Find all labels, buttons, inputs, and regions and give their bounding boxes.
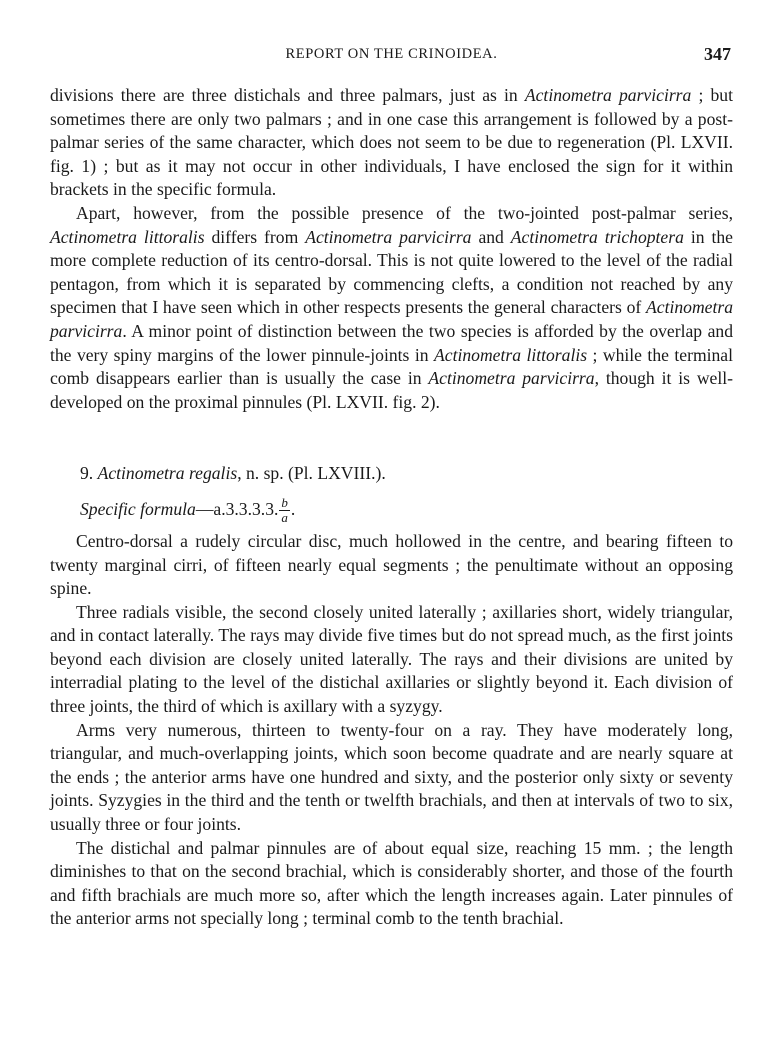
- specific-formula: Specific formula—a.3.3.3.3. $\frac{b}{a}$ .: [80, 495, 296, 526]
- paragraph-littoralis-comparison: Apart, however, from the possible presence of the two-jointed post-palmar series, Actinometra littoralis differs from Actinometra parvicirra and Actinometra trichoptera in the more complete reduction of its centro-dorsal. This is not quite lowered to the level of the radial pentagon, from which it is separated by commencing clefts, a condition not reached by any specimen that I have seen which in other respects presents the general characters of Actinometra parvicirra. A minor point of distinction between the two species is afforded by the overlap and the very spiny margins of the lower pinnule-joints in Actinometra littoralis ; while the terminal comb disappears earlier than is usually the case in Actinometra parvicirra, though it is well-developed on the proximal pinnules (Pl. LXVII. fig. 2).: [50, 202, 734, 412]
- paragraph-radials: Three radials visible, the second closely united laterally ; axillaries short, widely triangular, and in contact laterally. The rays may divide five times but do not spread much, as the first joints beyond each division are closely united laterally. The rays and their divisions are united by interradial plating to the level of the distichal axillaries or slightly beyond it. Each division of three joints, the third of which is axillary with a syzygy.: [50, 601, 733, 717]
- species-name: Actinometra littoralis: [434, 344, 588, 365]
- species-name: Actinometra parvicirra: [524, 85, 692, 105]
- formula-fraction: $\frac{b}{a}$: [281, 495, 288, 526]
- paragraph-centro-dorsal: Centro-dorsal a rudely circular disc, much hollowed in the centre, and bearing fifteen to twenty marginal cirri, of fifteen nearly equal segments ; the penultimate without an opposing spine.: [50, 530, 733, 599]
- paragraph-continued: divisions there are three distichals and three palmars, just as in Actinometra parvicirra ; but sometimes there are only two palmars ; and in one case this arrangement is followed by a post-palmar series of the same character, which does not seem to be due to regeneration (Pl. LXVII. fig. 1) ; but as it may not occur in other individuals, I have enclosed the sign for it within brackets in the specific formula.: [50, 85, 733, 200]
- section-heading: 9. Actinometra regalis, n. sp. (Pl. LXVIII.).: [80, 463, 386, 484]
- species-name: Actinometra parvicirra: [305, 226, 472, 247]
- page-body: [50, 84, 733, 931]
- species-name: Actinometra parvicirra: [50, 297, 733, 341]
- species-name: Actinometra regalis: [97, 463, 238, 484]
- species-name: Actinometra trichoptera: [510, 226, 684, 247]
- page-header: [50, 44, 733, 66]
- running-title: REPORT ON THE CRINOIDEA.: [285, 46, 498, 62]
- species-name: Actinometra littoralis: [50, 226, 205, 247]
- page-number: 347: [704, 44, 731, 64]
- paragraph-pinnules: The distichal and palmar pinnules are of about equal size, reaching 15 mm. ; the length diminishes to that on the second brachial, which is considerably shorter, and those of the fourth and fifth brachials are much more so, after which the length increases again. Later pinnules of the anterior arms not specially long ; terminal comb to the tenth brachial.: [50, 837, 733, 929]
- species-name: Actinometra parvicirra: [428, 368, 595, 389]
- paragraph-arms: Arms very numerous, thirteen to twenty-four on a ray. They have moderately long, triangular, and much-overlapping joints, which soon become quadrate and are nearly square at the ends ; the anterior arms have one hundred and sixty, and the posterior only sixty or seventy joints. Syzygies in the third and the tenth or twelfth brachials, and then at intervals of two to six, usually three or four joints.: [50, 719, 733, 835]
